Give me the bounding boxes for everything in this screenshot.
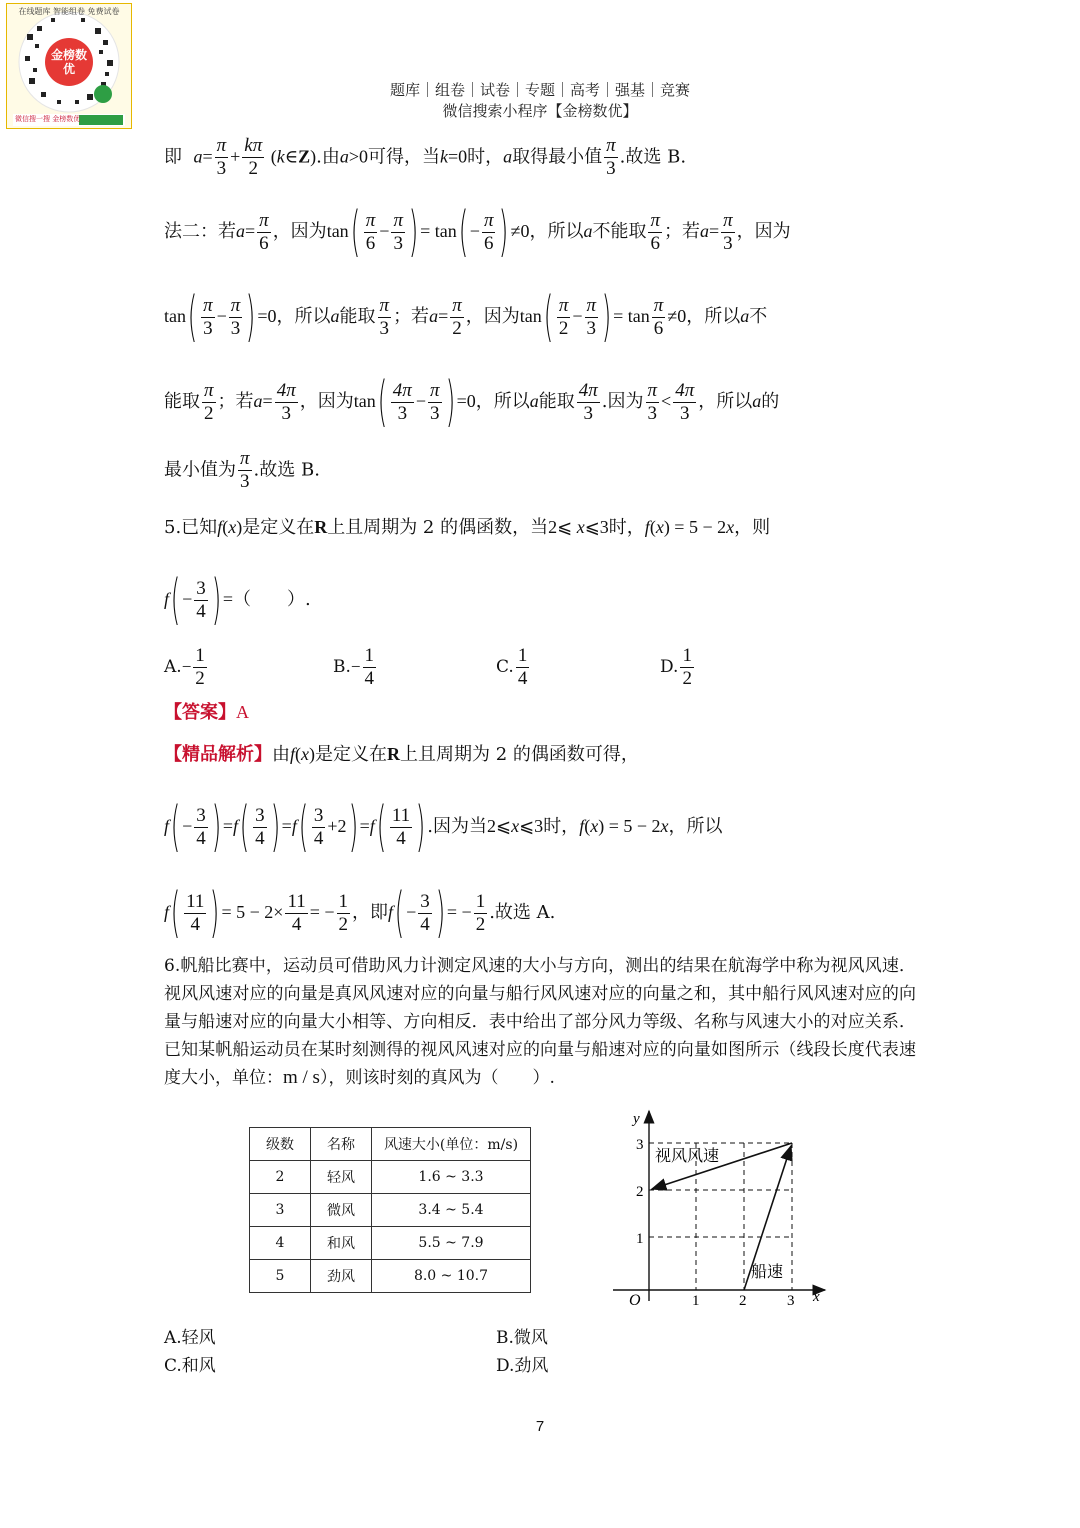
table-cell: 轻风 (311, 1161, 372, 1194)
tick-x-3: 3 (787, 1293, 795, 1309)
tick-x-2: 2 (739, 1293, 747, 1309)
table-row (250, 1227, 531, 1260)
tick-y-1: 1 (636, 1231, 644, 1247)
table-cell: 8.0 ~ 10.7 (372, 1260, 531, 1293)
q5-option-a[interactable]: A.− $\frac{1}{2}$ (164, 645, 205, 689)
table-cell: 3 (250, 1194, 311, 1227)
q5-option-b[interactable]: B.− $\frac{1}{4}$ (333, 645, 374, 689)
q5-analysis-1: 【精品解析】由f(x)是定义在R上且周期为 2 的偶函数可得， (164, 744, 639, 765)
method2-line-2: tan( $\frac{\pi}{3}$ − $\frac{\pi}{3}$ )=0，所以a能取 $\frac{\pi}{3}$ ；若a= $\frac{\pi}{2}$ ，因为tan( $\frac{\pi}{2}$ − $\frac{\pi}{3}$ )= tan $\frac{\pi}{6}$ ≠0，所以a不 (164, 285, 768, 348)
tick-x-1: 1 (692, 1293, 700, 1309)
table-header: 级数 (250, 1128, 311, 1161)
table-cell: 劲风 (311, 1260, 372, 1293)
method2-line-3: 能取 $\frac{\pi}{2}$ ；若a= $\frac{4\pi}{3}$ ，因为tan( $\frac{4\pi}{3}$ − $\frac{\pi}{3}$ )=0，所以a能取 $\frac{4\pi}{3}$ .因为 $\frac{\pi}{3}$ < $\frac{4\pi}{3}$ ，所以a的 (164, 370, 780, 433)
q5-expression: f(− $\frac{3}{4}$ )=（ ）. (164, 568, 311, 631)
table-cell: 5 (250, 1260, 311, 1293)
tick-y-3: 3 (636, 1137, 644, 1153)
q5-option-d[interactable]: D. $\frac{1}{2}$ (660, 645, 692, 689)
table-cell: 5.5 ~ 7.9 (372, 1227, 531, 1260)
axis-label-y: y (633, 1111, 640, 1127)
method2-line-1: 法二：若a= $\frac{\pi}{6}$ ，因为tan( $\frac{\pi}{6}$ − $\frac{\pi}{3}$ )= tan(− $\frac{\pi}{6}$ )≠0，所以a不能取 $\frac{\pi}{6}$ ；若a= $\frac{\pi}{3}$ ，因为 (164, 200, 791, 263)
table-row (250, 1161, 531, 1194)
vector-diagram (605, 1105, 835, 1310)
tick-y-2: 2 (636, 1184, 644, 1200)
q5-analysis-2: f(− $\frac{3}{4}$ )=f( $\frac{3}{4}$ )=f( $\frac{3}{4}$ +2)=f( $\frac{11}{4}$ ).因为当2⩽x⩽3时，f(x) = 5 − 2x，所以 (164, 795, 723, 858)
q5-answer: 【答案】A (164, 702, 249, 723)
q6-option-b[interactable]: B.微风 (496, 1328, 548, 1348)
table-cell: 和风 (311, 1227, 372, 1260)
table-row (250, 1260, 531, 1293)
page-number: 7 (535, 1418, 545, 1435)
label-boat-speed: 船速 (751, 1262, 784, 1281)
logo-caption: 微信搜一搜 金榜数优 (15, 115, 81, 123)
q6-option-d[interactable]: D.劲风 (496, 1356, 549, 1376)
table-row (250, 1194, 531, 1227)
solution-line-1: 即 a= $\frac{\pi}{3}$ + $\frac{k\pi}{2}$ (k∈Z).由a>0可得，当k=0时，a取得最小值 $\frac{\pi}{3}$ .故选 B. (164, 135, 687, 179)
table-cell: 4 (250, 1227, 311, 1260)
method2-line-4: 最小值为 $\frac{\pi}{3}$ .故选 B. (164, 448, 320, 492)
q6-option-c[interactable]: C.和风 (164, 1356, 216, 1376)
logo-title: 金榜数优 (51, 48, 88, 76)
q5-stem: 5.已知f(x)是定义在R上且周期为 2 的偶函数，当2⩽ x⩽3时，f(x) = 5 − 2x，则 (164, 517, 771, 538)
q5-analysis-3: f( $\frac{11}{4}$ )= 5 − 2× $\frac{11}{4}$ = − $\frac{1}{2}$ ，即f(− $\frac{3}{4}$ )= − $\frac{1}{2}$ .故选 A. (164, 881, 556, 944)
origin-label: O (629, 1292, 641, 1309)
label-apparent-wind: 视风风速 (655, 1146, 720, 1165)
logo-ring-text: 在线题库 智能组卷 免费试卷 (18, 7, 120, 16)
q6-stem: 6.帆船比赛中，运动员可借助风力计测定风速的大小与方向，测出的结果在航海学中称为视风风速．视风风速对应的向量是真风风速对应的向量与船行风风速对应的向量之和，其中船行风风速对应的向量与船速对应的向量大小相等、方向相反．表中给出了部分风力等级、名称与风速大小的对应关系．已知某帆船运动员在某时刻测得的视风风速对应的向量与船速对应的向量如图所示（线段长度代表速度大小，单位：m / s），则该时刻的真风为（ ）. (164, 956, 916, 1088)
q6-option-a[interactable]: A.轻风 (164, 1328, 216, 1348)
table-cell: 1.6 ~ 3.3 (372, 1161, 531, 1194)
header-nav: 题库｜组卷｜试卷｜专题｜高考｜强基｜竞赛 (389, 81, 690, 99)
table-header-row (250, 1128, 531, 1161)
header-sub: 微信搜索小程序【金榜数优】 (442, 102, 638, 120)
table-header: 风速大小(单位：m/s) (372, 1128, 531, 1161)
wind-table (249, 1127, 531, 1293)
table-cell: 3.4 ~ 5.4 (372, 1194, 531, 1227)
q5-option-c[interactable]: C. $\frac{1}{4}$ (496, 645, 528, 689)
table-cell: 微风 (311, 1194, 372, 1227)
table-header: 名称 (311, 1128, 372, 1161)
table-cell: 2 (250, 1161, 311, 1194)
axis-label-x: x (813, 1289, 820, 1305)
